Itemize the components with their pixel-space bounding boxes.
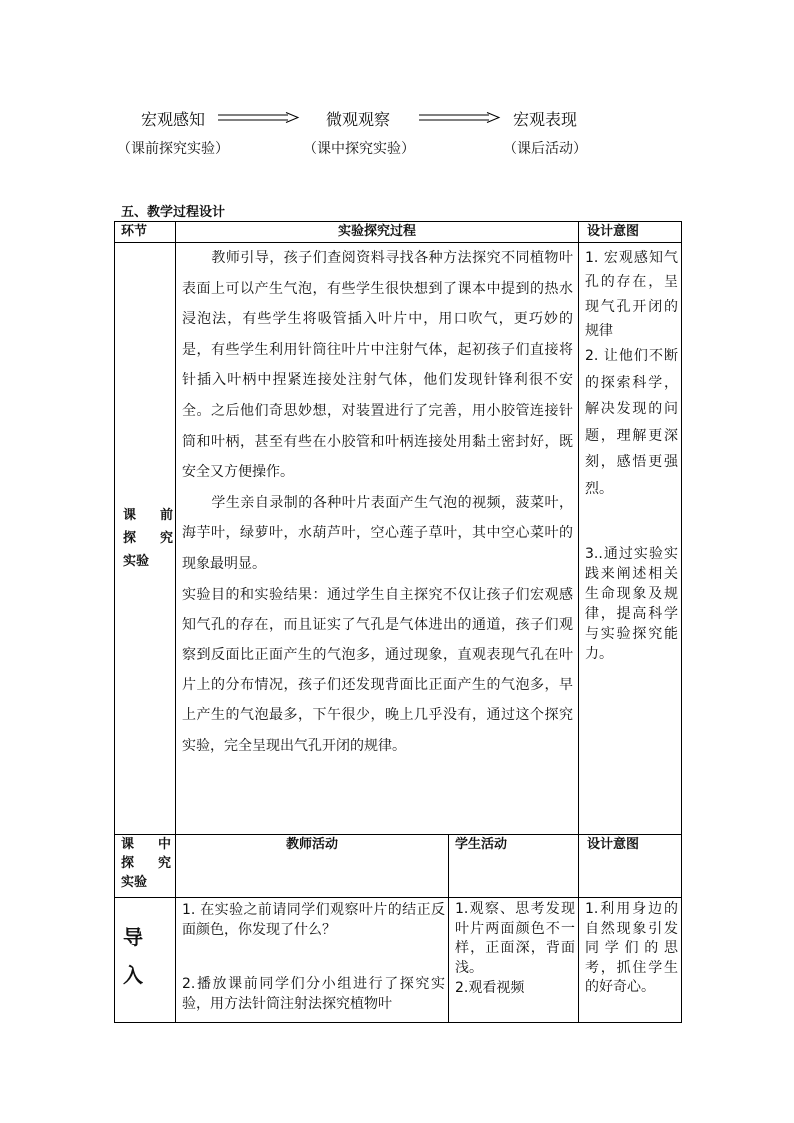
intro-label-cell (115, 898, 176, 1023)
intro-char: 导 (123, 925, 143, 949)
pre-class-label-cell (115, 243, 176, 835)
teacher-activity-cell (176, 898, 449, 1023)
header-process (176, 222, 579, 243)
header-student (449, 835, 579, 898)
student-activity-2: 2.观看视频 (455, 980, 525, 996)
process-paragraph-1: 教师引导，孩子们查阅资料寻找各种方法探究不同植物叶表面上可以产生气泡，有些学生很快想到了课本中提到的热水浸泡法，有些学生将吸管插入叶片中，用口吹气，更巧妙的是，有些学生利用针筒往叶片中注射气体，起初孩子们直接将针插入叶柄中捏紧连接处注射气体，他们发现针锋利很不安全。之后他们奇思妙想，对装置进行了完善，用小胶管连接针筒和叶柄，甚至有些在小胶管和叶柄连接处用黏土密封好，既安全又方便操作。 (182, 250, 573, 481)
student-activity-cell (449, 898, 579, 1023)
header-intent-2 (579, 835, 682, 898)
process-paragraph-3: 实验目的和实验结果：通过学生自主探究不仅让孩子们宏观感知气孔的存在，而且证实了气孔是气体进出的通道，孩子们观察到反面比正面产生的气泡多，通过现象，直观表现气孔在叶片上的分布情况，孩子们还发现背面比正面产生的气泡多，早上产生的气泡最多，下午很少，晚上几乎没有，通过这个探究实验，完全呈现出气孔开闭的规律。 (182, 586, 573, 754)
intro-label (115, 898, 175, 994)
flow-stage-3-title: 宏观表现 (513, 110, 578, 129)
label-char: 究 (160, 531, 174, 546)
header-intent-label: 设计意图 (587, 224, 640, 239)
intent-3: 3..通过实验实践来阐述相关生命现象及规律，提高科学与实验探究能力。 (585, 546, 678, 663)
intent-1: 1. 宏观感知气孔的存在，呈现气孔开闭的规律 (585, 250, 678, 339)
header-student-label: 学生活动 (455, 837, 508, 852)
teaching-process-table (114, 221, 682, 1023)
header-teacher-label: 教师活动 (285, 837, 338, 852)
label-char: 探 (123, 531, 137, 546)
intro-intent: 1.利用身边的自然现象引发同学们的思考，抓住学生的好奇心。 (585, 901, 678, 995)
teacher-activity-1: 1. 在实验之前请同学们观察叶片的结正反面颜色，你发现了什么？ (182, 902, 445, 938)
flow-arrow-2 (419, 112, 501, 124)
teacher-activity-2: 2.播放课前同学们分小组进行了探究实验，用方法针筒注射法探究植物叶 (182, 976, 445, 1012)
header-intent-2-label: 设计意图 (587, 837, 640, 852)
header-stage-label: 环节 (121, 224, 148, 239)
student-activity-1: 1.观察、思考发现叶片两面颜色不一样，正面深，背面浅。 (455, 901, 575, 976)
pre-class-label (115, 504, 175, 573)
label-char: 中 (157, 837, 171, 852)
intent-cell (579, 243, 682, 835)
label-char: 究 (157, 856, 171, 871)
label-char: 课 (121, 837, 135, 852)
section-title: 五、教学过程设计 (121, 205, 226, 220)
label-char: 实验 (123, 554, 150, 569)
in-class-label (115, 835, 175, 892)
flow-stage-2-title: 微观观察 (326, 110, 391, 129)
header-intent (579, 222, 682, 243)
header-stage (115, 222, 176, 243)
intro-intent-cell (579, 898, 682, 1023)
label-char: 实验 (121, 875, 148, 890)
flow-stage-3-subtitle: （课后活动） (503, 141, 587, 157)
label-char: 探 (121, 856, 135, 871)
header-teacher (176, 835, 449, 898)
flow-stage-1-subtitle: （课前探究实验） (117, 141, 229, 157)
flow-arrow-1 (218, 112, 300, 124)
header-process-label: 实验探究过程 (337, 224, 416, 239)
process-paragraph-2: 学生亲自录制的各种叶片表面产生气泡的视频，菠菜叶，海芋叶，绿萝叶，水葫芦叶，空心莲子草叶，其中空心菜叶的现象最明显。 (182, 494, 573, 572)
process-cell (176, 243, 579, 835)
label-char: 前 (160, 508, 174, 523)
intent-2: 2. 让他们不断的探索科学，解决发现的问题，理解更深刻，感悟更强烈。 (585, 348, 678, 497)
flow-stage-1-title: 宏观感知 (141, 110, 206, 129)
intro-char: 入 (123, 963, 143, 987)
label-char: 课 (123, 508, 137, 523)
flow-stage-2-subtitle: （课中探究实验） (303, 141, 415, 157)
in-class-label-cell (115, 835, 176, 898)
process-text (176, 243, 578, 761)
